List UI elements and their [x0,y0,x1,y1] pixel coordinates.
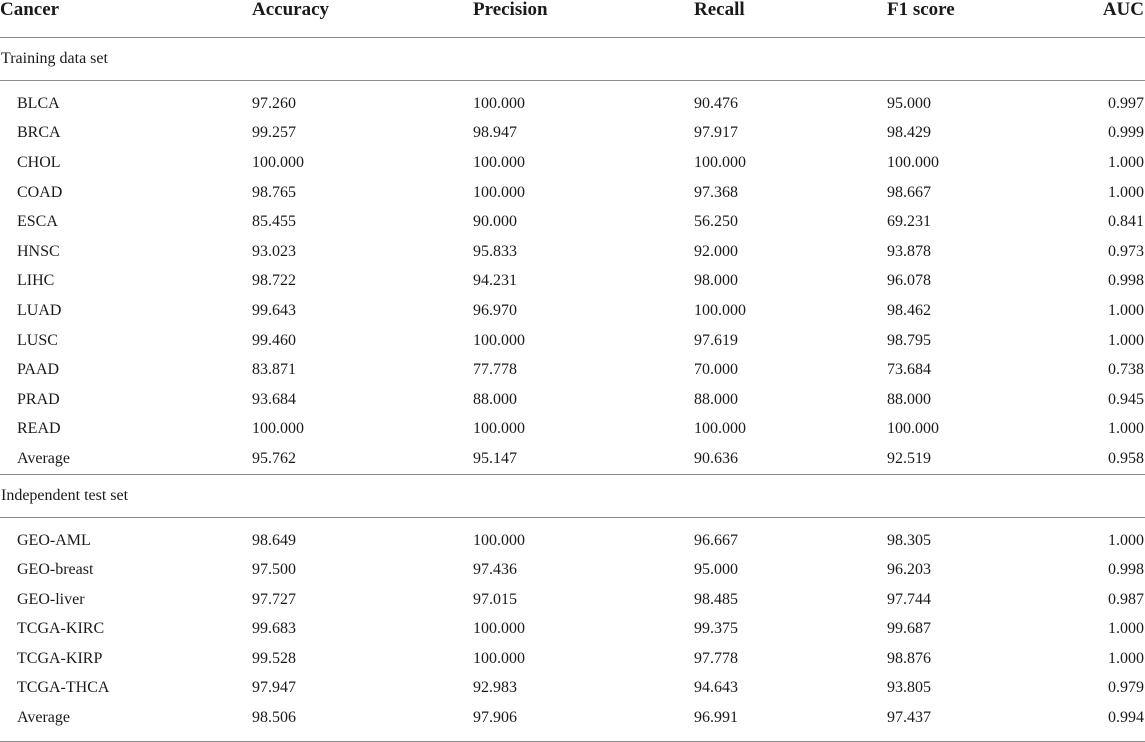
cell-accuracy: 98.649 [252,531,296,549]
cell-recall: 98.485 [694,590,738,608]
cell-f1-score: 97.744 [887,590,931,608]
table-row [0,296,1145,326]
cell-precision: 97.906 [473,709,517,727]
cell-auc: 0.999 [1108,124,1144,142]
cell-recall: 95.000 [694,561,738,579]
table-row [0,326,1145,356]
cell-recall: 100.000 [694,153,746,171]
cell-accuracy: 93.684 [252,390,296,408]
cell-auc: 1.000 [1108,649,1144,667]
table-row [0,89,1145,119]
header-precision: Precision [473,0,694,38]
cell-accuracy: 83.871 [252,361,296,379]
table-header [0,0,1145,38]
table-row [0,674,1145,704]
cell-auc: 0.738 [1108,361,1144,379]
cell-auc: 0.973 [1108,242,1144,260]
cell-cancer: TCGA-KIRP [17,649,103,667]
cell-cancer: TCGA-THCA [17,679,110,697]
table-row [0,148,1145,178]
cell-f1-score: 93.878 [887,242,931,260]
cell-precision: 100.000 [473,183,525,201]
table-row [0,119,1145,149]
cell-accuracy: 97.260 [252,94,296,112]
cell-f1-score: 100.000 [887,420,939,438]
cell-accuracy: 97.947 [252,679,296,697]
cell-cancer: ESCA [17,213,58,231]
cell-auc: 0.997 [1108,94,1144,112]
cell-precision: 94.231 [473,272,517,290]
cell-cancer: TCGA-KIRC [17,620,105,638]
table-row [0,355,1145,385]
table-row [0,555,1145,585]
cell-f1-score: 93.805 [887,679,931,697]
cell-recall: 99.375 [694,620,738,638]
cell-precision: 77.778 [473,361,517,379]
cell-cancer: PRAD [17,390,60,408]
cell-cancer: COAD [17,183,63,201]
cell-auc: 0.945 [1108,390,1144,408]
section-title: Training data set [0,38,1145,81]
table-bottom-rule [0,733,1145,742]
cell-recall: 96.667 [694,531,738,549]
cell-accuracy: 98.506 [252,709,296,727]
cell-f1-score: 88.000 [887,390,931,408]
cell-cancer: READ [17,420,61,438]
cell-f1-score: 100.000 [887,153,939,171]
header-accuracy: Accuracy [252,0,473,38]
cell-precision: 95.147 [473,444,694,474]
cell-recall: 100.000 [694,420,746,438]
table-row [0,615,1145,645]
cell-cancer: BRCA [17,124,61,142]
cell-accuracy: 97.500 [252,561,296,579]
cell-precision: 95.833 [473,242,517,260]
cell-cancer: LUAD [17,301,62,319]
cell-recall: 94.643 [694,679,738,697]
cell-f1-score: 98.876 [887,649,931,667]
header-recall: Recall [694,0,887,38]
cell-precision: 92.983 [473,679,517,697]
cell-accuracy: 99.460 [252,331,296,349]
cell-auc: 1.000 [1108,620,1144,638]
cell-accuracy: 98.765 [252,183,296,201]
cell-f1-score: 92.519 [887,444,1097,474]
cell-accuracy: 99.257 [252,124,296,142]
cell-accuracy: 99.683 [252,620,296,638]
cell-accuracy: 99.643 [252,301,296,319]
cell-auc: 1.000 [1108,331,1144,349]
cell-auc: 0.958 [1097,444,1145,474]
section-header-row [0,38,1145,81]
average-row [0,444,1145,474]
table-row [0,644,1145,674]
cell-accuracy: 99.528 [252,649,296,667]
cell-precision: 88.000 [473,390,517,408]
cell-precision: 96.970 [473,301,517,319]
cell-precision: 97.015 [473,590,517,608]
average-row [0,703,1145,733]
cell-recall: 98.000 [694,272,738,290]
cell-cancer: HNSC [17,242,60,260]
cell-precision: 90.000 [473,213,517,231]
cell-cancer: Average [0,444,252,474]
cell-cancer: PAAD [17,361,60,379]
cell-accuracy: 100.000 [252,420,304,438]
cell-auc: 0.987 [1108,590,1144,608]
cell-f1-score: 73.684 [887,361,931,379]
section-spacer [0,517,1145,526]
section-title: Independent test set [0,474,1145,517]
header-auc: AUC [1097,0,1145,38]
cell-f1-score: 98.429 [887,124,931,142]
cell-precision: 100.000 [473,649,525,667]
cell-recall: 97.368 [694,183,738,201]
table-row [0,267,1145,297]
cell-precision: 100.000 [473,153,525,171]
table-row [0,385,1145,415]
cell-f1-score: 98.667 [887,183,931,201]
cell-auc: 1.000 [1108,153,1144,171]
cell-f1-score: 99.687 [887,620,931,638]
cell-auc: 1.000 [1108,420,1144,438]
cell-cancer: LIHC [17,272,55,290]
cell-precision: 100.000 [473,531,525,549]
cell-precision: 98.947 [473,124,517,142]
cell-accuracy: 85.455 [252,213,296,231]
cell-accuracy: 93.023 [252,242,296,260]
cell-recall: 96.991 [694,709,738,727]
cell-precision: 100.000 [473,331,525,349]
table-row [0,415,1145,445]
cell-cancer: GEO-breast [17,561,94,579]
cell-cancer: BLCA [17,94,60,112]
cell-auc: 1.000 [1108,183,1144,201]
header-cancer: Cancer [0,0,252,38]
cell-recall: 88.000 [694,390,738,408]
cell-recall: 90.636 [694,444,887,474]
cell-f1-score: 98.462 [887,301,931,319]
cell-f1-score: 97.437 [887,709,931,727]
table-row [0,207,1145,237]
cell-precision: 100.000 [473,94,525,112]
table-row [0,237,1145,267]
cell-recall: 56.250 [694,213,738,231]
cell-recall: 97.619 [694,331,738,349]
table-row [0,526,1145,556]
cell-accuracy: 98.722 [252,272,296,290]
cell-precision: 97.436 [473,561,517,579]
cell-auc: 0.841 [1108,213,1144,231]
table-row [0,585,1145,615]
cell-recall: 100.000 [694,301,746,319]
cell-recall: 97.778 [694,649,738,667]
cell-f1-score: 95.000 [887,94,931,112]
cell-precision: 100.000 [473,620,525,638]
header-row [0,0,1145,38]
section-header-row [0,474,1145,517]
cell-cancer: Average [17,709,70,727]
cell-cancer: LUSC [17,331,58,349]
cell-recall: 92.000 [694,242,738,260]
header-f1-score: F1 score [887,0,1097,38]
cell-accuracy: 95.762 [252,444,473,474]
cell-f1-score: 98.305 [887,531,931,549]
cell-precision: 100.000 [473,420,525,438]
table-row [0,178,1145,208]
cell-accuracy: 100.000 [252,153,304,171]
cell-f1-score: 96.203 [887,561,931,579]
cell-recall: 70.000 [694,361,738,379]
cell-auc: 1.000 [1108,531,1144,549]
cell-accuracy: 97.727 [252,590,296,608]
cell-recall: 97.917 [694,124,738,142]
cell-auc: 0.998 [1108,561,1144,579]
cell-auc: 0.998 [1108,272,1144,290]
cell-auc: 0.979 [1108,679,1144,697]
cell-auc: 1.000 [1108,301,1144,319]
cell-cancer: CHOL [17,153,61,171]
cell-f1-score: 98.795 [887,331,931,349]
cell-auc: 0.994 [1108,709,1144,727]
cell-f1-score: 69.231 [887,213,931,231]
table-body [0,38,1145,742]
cell-recall: 90.476 [694,94,738,112]
cell-cancer: GEO-AML [17,531,91,549]
section-spacer [0,81,1145,90]
cell-f1-score: 96.078 [887,272,931,290]
cell-cancer: GEO-liver [17,590,85,608]
